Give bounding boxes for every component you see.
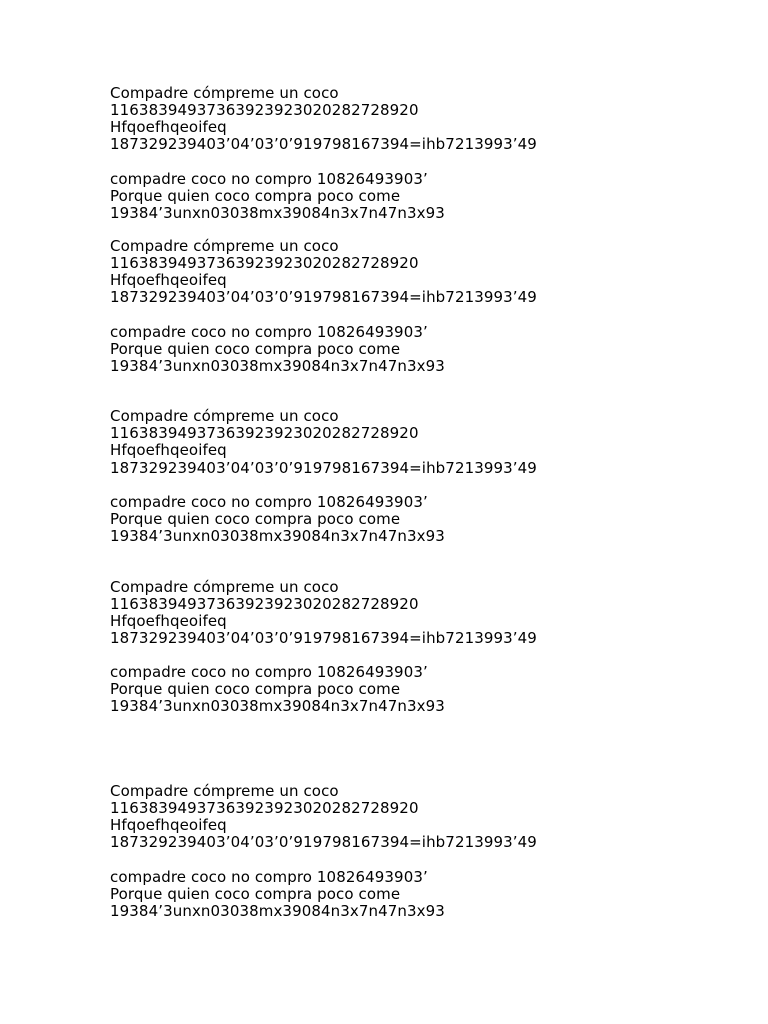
text-line: compadre coco no compro 10826493903’ bbox=[110, 493, 428, 511]
text-line: 187329239403’04’03’0’919798167394=ihb7213993’49 bbox=[110, 629, 537, 647]
text-line: Compadre cómpreme un coco bbox=[110, 578, 339, 596]
text-line: Compadre cómpreme un coco bbox=[110, 237, 339, 255]
text-line: 1163839493736392392302028272892​0 bbox=[110, 101, 419, 119]
text-line: Compadre cómpreme un coco bbox=[110, 782, 339, 800]
text-line: 19384’3unxn03038mx39084n3x7n47n3x93 bbox=[110, 204, 445, 222]
text-line: Hfqoefhqeoifeq bbox=[110, 118, 227, 136]
text-line: Compadre cómpreme un coco bbox=[110, 407, 339, 425]
text-line: compadre coco no compro 10826493903’ bbox=[110, 323, 428, 341]
text-line: 19384’3unxn03038mx39084n3x7n47n3x93 bbox=[110, 527, 445, 545]
text-line: 187329239403’04’03’0’919798167394=ihb7213993’49 bbox=[110, 288, 537, 306]
text-line: Compadre cómpreme un coco bbox=[110, 84, 339, 102]
text-line: compadre coco no compro 10826493903’ bbox=[110, 663, 428, 681]
text-line: compadre coco no compro 10826493903’ bbox=[110, 868, 428, 886]
text-line: Porque quien coco compra poco come bbox=[110, 885, 401, 903]
text-line: Porque quien coco compra poco come bbox=[110, 187, 401, 205]
text-line: 11638394937363923923020282728920 bbox=[110, 595, 419, 613]
text-line: 11638394937363923923020282728920 bbox=[110, 254, 419, 272]
text-line: 19384’3unxn03038mx39084n3x7n47n3x93 bbox=[110, 902, 445, 920]
text-line: Porque quien coco compra poco come bbox=[110, 340, 401, 358]
text-line: 187329239403’04’03’0’919798167394=ihb7213993’49 bbox=[110, 833, 537, 851]
text-line: compadre coco no compro 10826493903’ bbox=[110, 170, 428, 188]
text-line: 187329239403’04’03’0’919798167394=ihb7213993’49 bbox=[110, 135, 537, 153]
text-line: Porque quien coco compra poco come bbox=[110, 510, 401, 528]
text-line: 11638394937363923923020282728920 bbox=[110, 424, 419, 442]
text-line: Hfqoefhqeoifeq bbox=[110, 271, 227, 289]
text-line: Hfqoefhqeoifeq bbox=[110, 441, 227, 459]
text-line: Porque quien coco compra poco come bbox=[110, 680, 401, 698]
text-line: 11638394937363923923020282728920 bbox=[110, 799, 419, 817]
text-line: 187329239403’04’03’0’919798167394=ihb7213993’49 bbox=[110, 459, 537, 477]
text-line: Hfqoefhqeoifeq bbox=[110, 612, 227, 630]
text-line: 19384’3unxn03038mx39084n3x7n47n3x93 bbox=[110, 357, 445, 375]
text-line: 19384’3unxn03038mx39084n3x7n47n3x93 bbox=[110, 697, 445, 715]
text-line: Hfqoefhqeoifeq bbox=[110, 816, 227, 834]
